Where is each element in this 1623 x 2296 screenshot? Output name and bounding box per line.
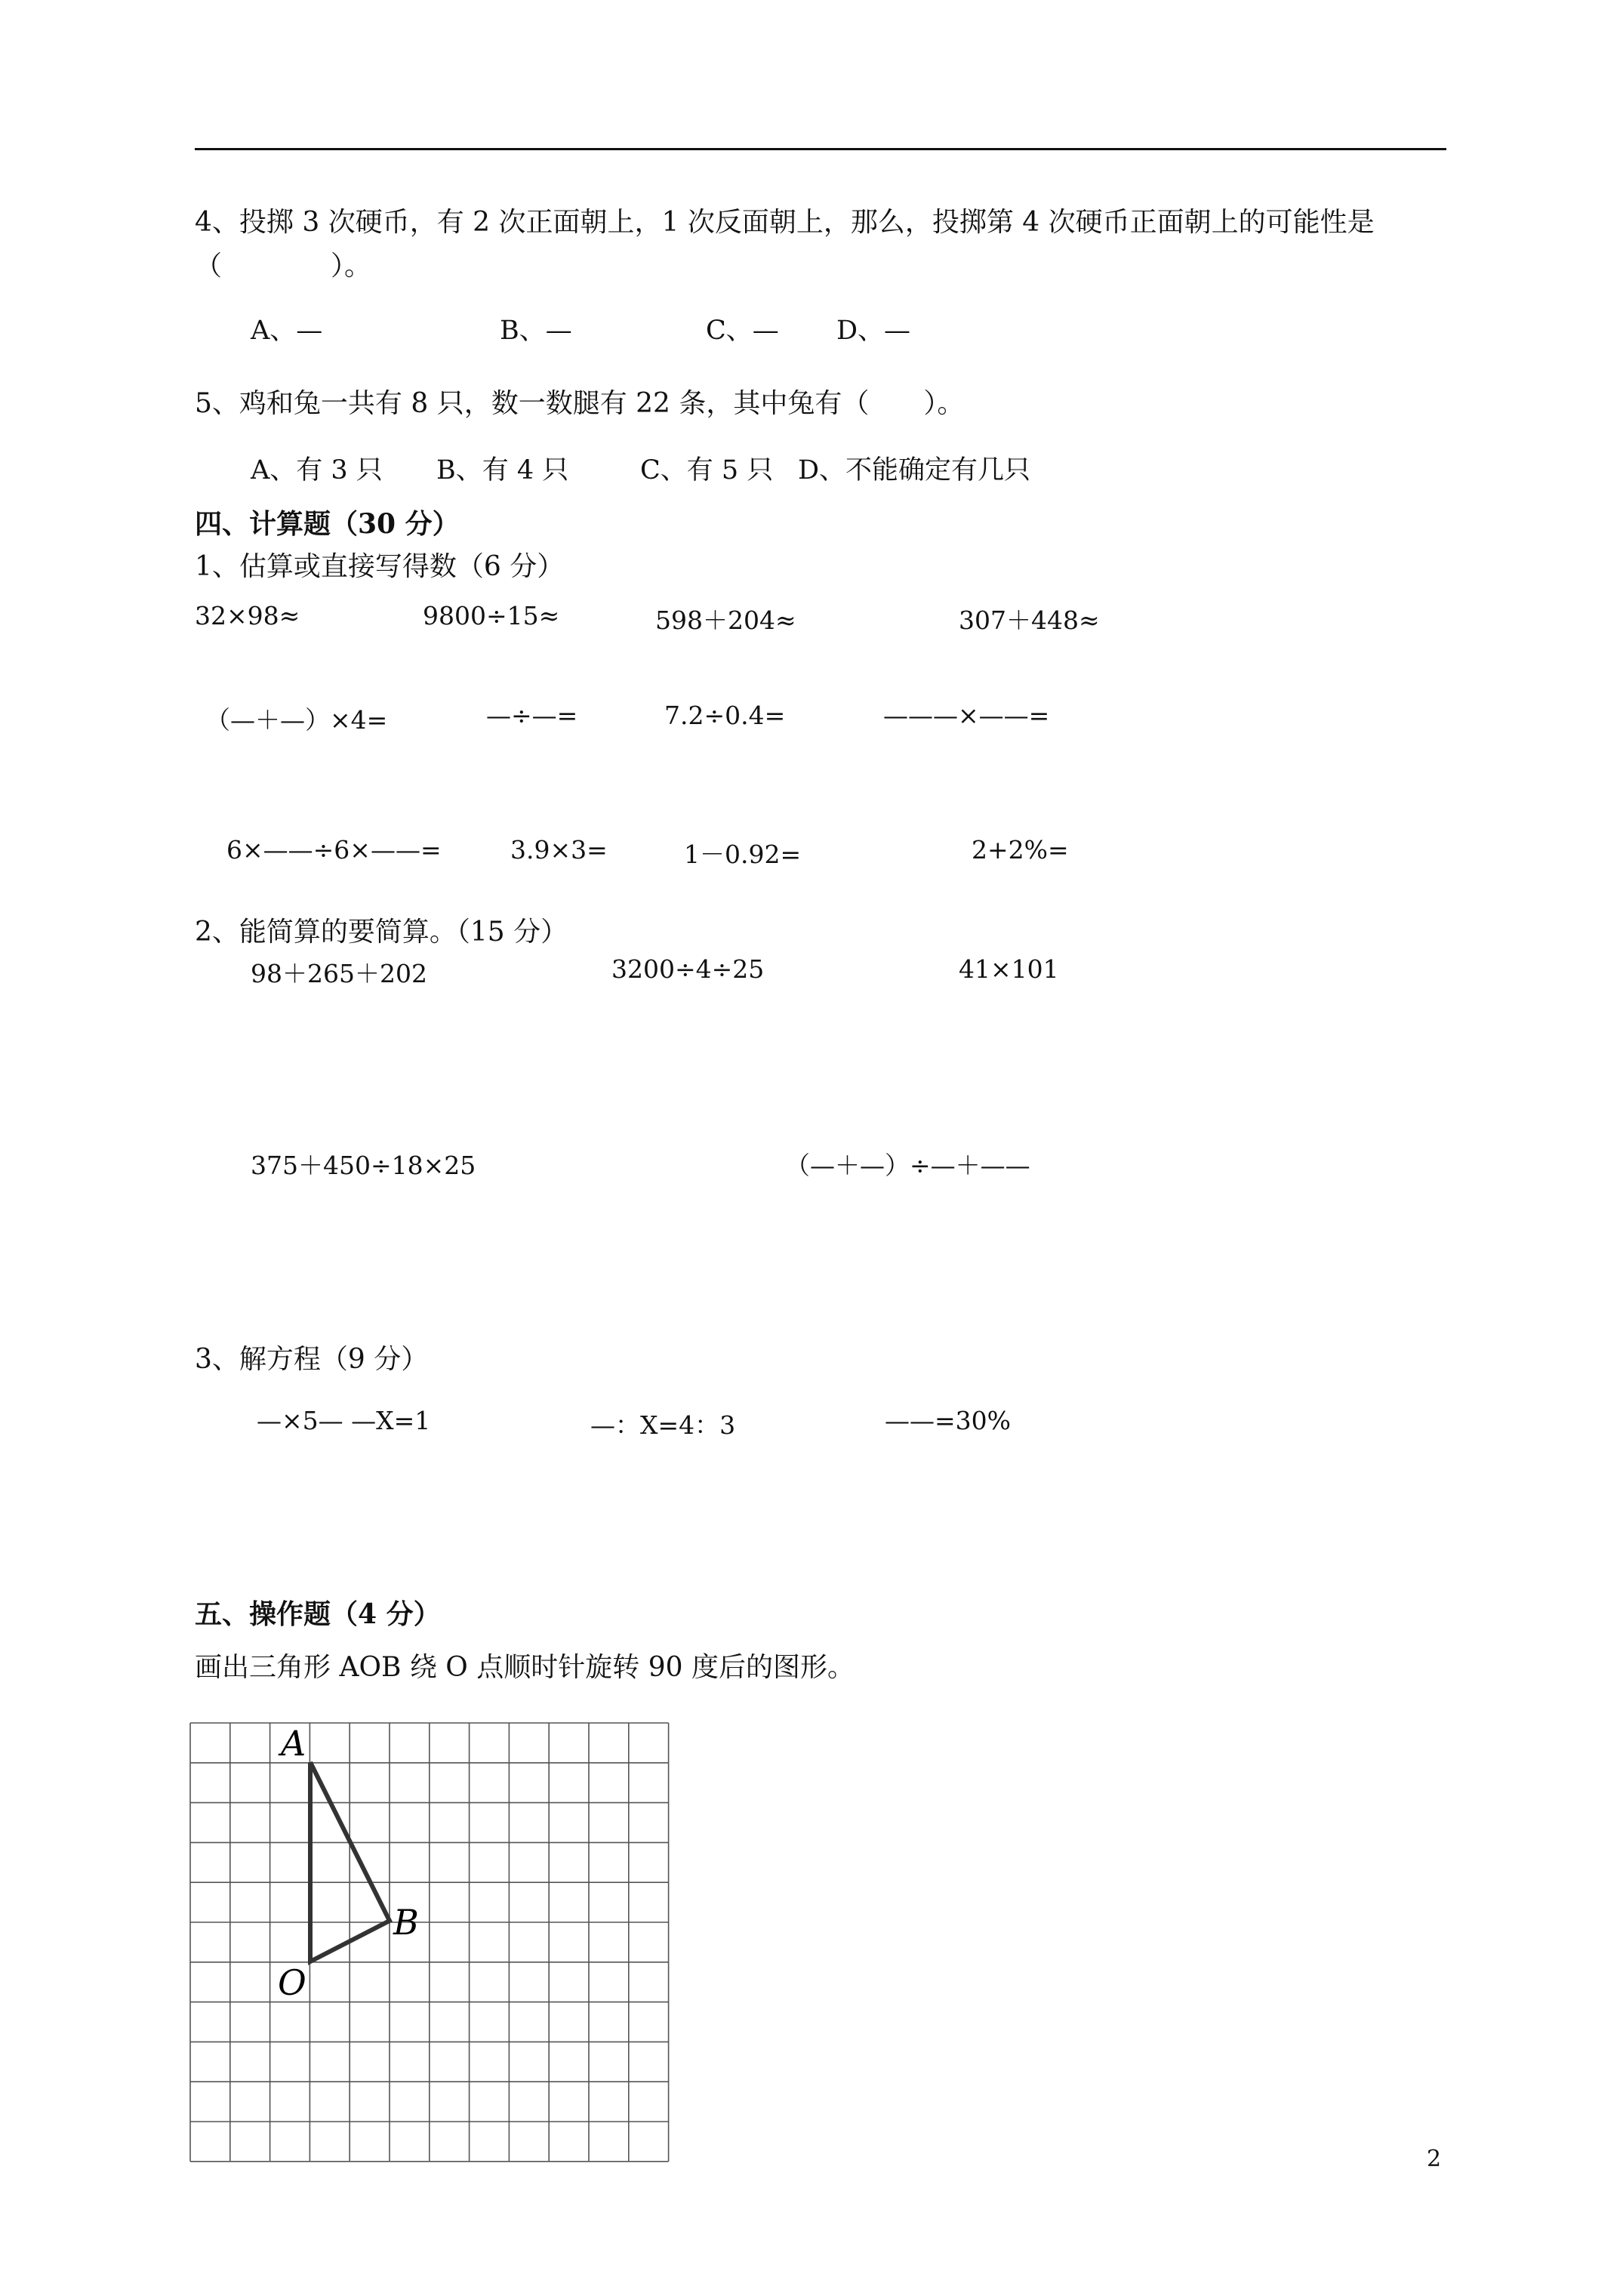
calc-r3-1: 6×——÷6×——=: [226, 835, 442, 864]
vertex-b-label: B: [393, 1902, 419, 1943]
simplify-5: （—＋—）÷—＋——: [785, 1151, 1030, 1180]
calc-r1-1: 32×98≈: [195, 601, 300, 630]
calc-r2-1: （—＋—）×4=: [205, 705, 388, 735]
calc-r1-3: 598＋204≈: [655, 606, 796, 635]
calc-r1-2: 9800÷15≈: [423, 601, 560, 630]
part3-title: 3、解方程（9 分）: [195, 1344, 429, 1375]
simplify-3: 41×101: [959, 954, 1059, 984]
calc-r1-4: 307＋448≈: [959, 606, 1100, 635]
calc-r3-3: 1－0.92=: [684, 840, 802, 869]
equation-3: ——=30%: [885, 1406, 1011, 1435]
q5-option-c: C、有 5 只: [640, 455, 774, 485]
section5-title: 五、操作题（4 分）: [195, 1598, 441, 1630]
q5-option-b: B、有 4 只: [436, 455, 569, 485]
equation-2: —：X=4：3: [590, 1410, 736, 1440]
page-number: 2: [1427, 2146, 1442, 2172]
q4-option-b: B、—: [500, 316, 572, 346]
calc-r2-4: ———×——=: [883, 701, 1050, 730]
calc-r3-4: 2+2%=: [972, 835, 1069, 864]
vertex-a-label: A: [281, 1723, 306, 1764]
q4-option-d: D、—: [836, 316, 911, 346]
section4-title: 四、计算题（30 分）: [195, 508, 460, 540]
simplify-2: 3200÷4÷25: [611, 954, 765, 984]
q4-text-line2: （ ）。: [195, 251, 372, 282]
part2-title: 2、能简算的要简算。（15 分）: [195, 917, 568, 948]
q4-option-c: C、—: [706, 316, 779, 346]
vertex-o-label: O: [278, 1962, 306, 2003]
q5-text: 5、鸡和兔一共有 8 只，数一数腿有 22 条，其中兔有（ ）。: [195, 388, 965, 419]
q5-option-a: A、有 3 只: [251, 455, 383, 485]
section5-instruction: 画出三角形 AOB 绕 O 点顺时针旋转 90 度后的图形。: [195, 1652, 855, 1683]
q4-text-line1: 4、投掷 3 次硬币，有 2 次正面朝上，1 次反面朝上，那么，投掷第 4 次硬币正面朝上的可能性是: [195, 207, 1375, 238]
simplify-1: 98＋265＋202: [251, 959, 427, 988]
calc-r2-2: —÷—=: [486, 701, 578, 730]
simplify-4: 375＋450÷18×25: [251, 1151, 476, 1180]
calc-r2-3: 7.2÷0.4=: [664, 701, 786, 730]
grid-lines: [190, 1723, 669, 2162]
part1-title: 1、估算或直接写得数（6 分）: [195, 551, 565, 582]
equation-1: —×5— —X=1: [257, 1406, 431, 1435]
q4-option-a: A、—: [251, 316, 323, 346]
q5-option-d: D、不能确定有几只: [798, 455, 1031, 485]
calc-r3-2: 3.9×3=: [510, 835, 608, 864]
